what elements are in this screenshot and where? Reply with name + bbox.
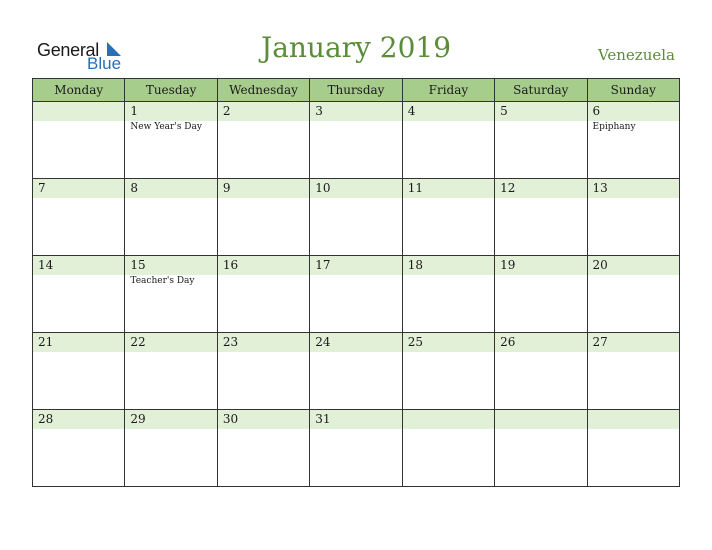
- holiday-label: Teacher's Day: [130, 276, 195, 286]
- day-number: 31: [310, 410, 401, 429]
- day-cell: [402, 410, 494, 487]
- day-number: 10: [310, 179, 401, 198]
- day-number: 24: [310, 333, 401, 352]
- day-number: 3: [310, 102, 401, 121]
- day-cell: [310, 333, 402, 410]
- weekday-header: Monday: [33, 79, 125, 102]
- weekday-header: Saturday: [495, 79, 587, 102]
- day-number: 19: [495, 256, 586, 275]
- day-cell: [587, 102, 679, 179]
- day-number: 11: [403, 179, 494, 198]
- day-number: 5: [495, 102, 586, 121]
- day-cell: [217, 102, 309, 179]
- day-number: 7: [33, 179, 124, 198]
- day-cell: [587, 256, 679, 333]
- day-cell: [125, 410, 217, 487]
- day-number: 23: [218, 333, 309, 352]
- week-row: [33, 102, 680, 179]
- day-cell: [310, 102, 402, 179]
- day-number: 20: [588, 256, 679, 275]
- day-number: 9: [218, 179, 309, 198]
- day-cell: [495, 410, 587, 487]
- weekday-header: Sunday: [587, 79, 679, 102]
- day-number: 8: [125, 179, 216, 198]
- weekday-header: Tuesday: [125, 79, 217, 102]
- day-number: 25: [403, 333, 494, 352]
- week-row: [33, 256, 680, 333]
- day-number: 22: [125, 333, 216, 352]
- day-cell: [217, 410, 309, 487]
- day-cell: [495, 256, 587, 333]
- day-number: 17: [310, 256, 401, 275]
- day-cell: [33, 256, 125, 333]
- weekday-header: Wednesday: [217, 79, 309, 102]
- day-number: 4: [403, 102, 494, 121]
- day-cell: [587, 410, 679, 487]
- calendar-title: January 2019: [260, 31, 452, 64]
- day-cell: [125, 102, 217, 179]
- day-cell: [310, 179, 402, 256]
- day-cell: [310, 256, 402, 333]
- day-cell: [402, 333, 494, 410]
- day-number: 26: [495, 333, 586, 352]
- day-cell: [33, 410, 125, 487]
- day-number: 18: [403, 256, 494, 275]
- calendar-grid: [32, 78, 680, 487]
- day-cell: [33, 102, 125, 179]
- day-cell: [217, 256, 309, 333]
- day-cell: [402, 179, 494, 256]
- day-cell: [125, 256, 217, 333]
- week-row: [33, 333, 680, 410]
- country-label: Venezuela: [597, 46, 675, 64]
- day-cell: [217, 179, 309, 256]
- logo-text-blue: Blue: [87, 54, 122, 73]
- day-number: [495, 410, 586, 429]
- day-cell: [587, 179, 679, 256]
- day-number: 12: [495, 179, 586, 198]
- day-number: 29: [125, 410, 216, 429]
- day-cell: [587, 333, 679, 410]
- day-cell: [495, 102, 587, 179]
- day-number: 2: [218, 102, 309, 121]
- day-number: 14: [33, 256, 124, 275]
- day-cell: [495, 333, 587, 410]
- day-cell: [402, 256, 494, 333]
- day-number: 1: [125, 102, 216, 121]
- day-number: [33, 102, 124, 121]
- day-cell: [217, 333, 309, 410]
- week-row: [33, 179, 680, 256]
- day-cell: [125, 333, 217, 410]
- day-number: 27: [588, 333, 679, 352]
- holiday-label: New Year's Day: [130, 122, 202, 132]
- day-number: 28: [33, 410, 124, 429]
- day-number: [588, 410, 679, 429]
- day-cell: [33, 179, 125, 256]
- weekday-header: Friday: [402, 79, 494, 102]
- day-number: 6: [588, 102, 679, 121]
- weekday-header: Thursday: [310, 79, 402, 102]
- day-number: 13: [588, 179, 679, 198]
- logo-text-general: General: [37, 40, 99, 60]
- day-number: 15: [125, 256, 216, 275]
- day-number: 21: [33, 333, 124, 352]
- day-number: 16: [218, 256, 309, 275]
- holiday-label: Epiphany: [592, 122, 636, 132]
- day-cell: [125, 179, 217, 256]
- day-cell: [33, 333, 125, 410]
- day-number: 30: [218, 410, 309, 429]
- day-number: [403, 410, 494, 429]
- day-cell: [310, 410, 402, 487]
- day-cell: [495, 179, 587, 256]
- weekday-header-row: [33, 79, 680, 102]
- day-cell: [402, 102, 494, 179]
- week-row: [33, 410, 680, 487]
